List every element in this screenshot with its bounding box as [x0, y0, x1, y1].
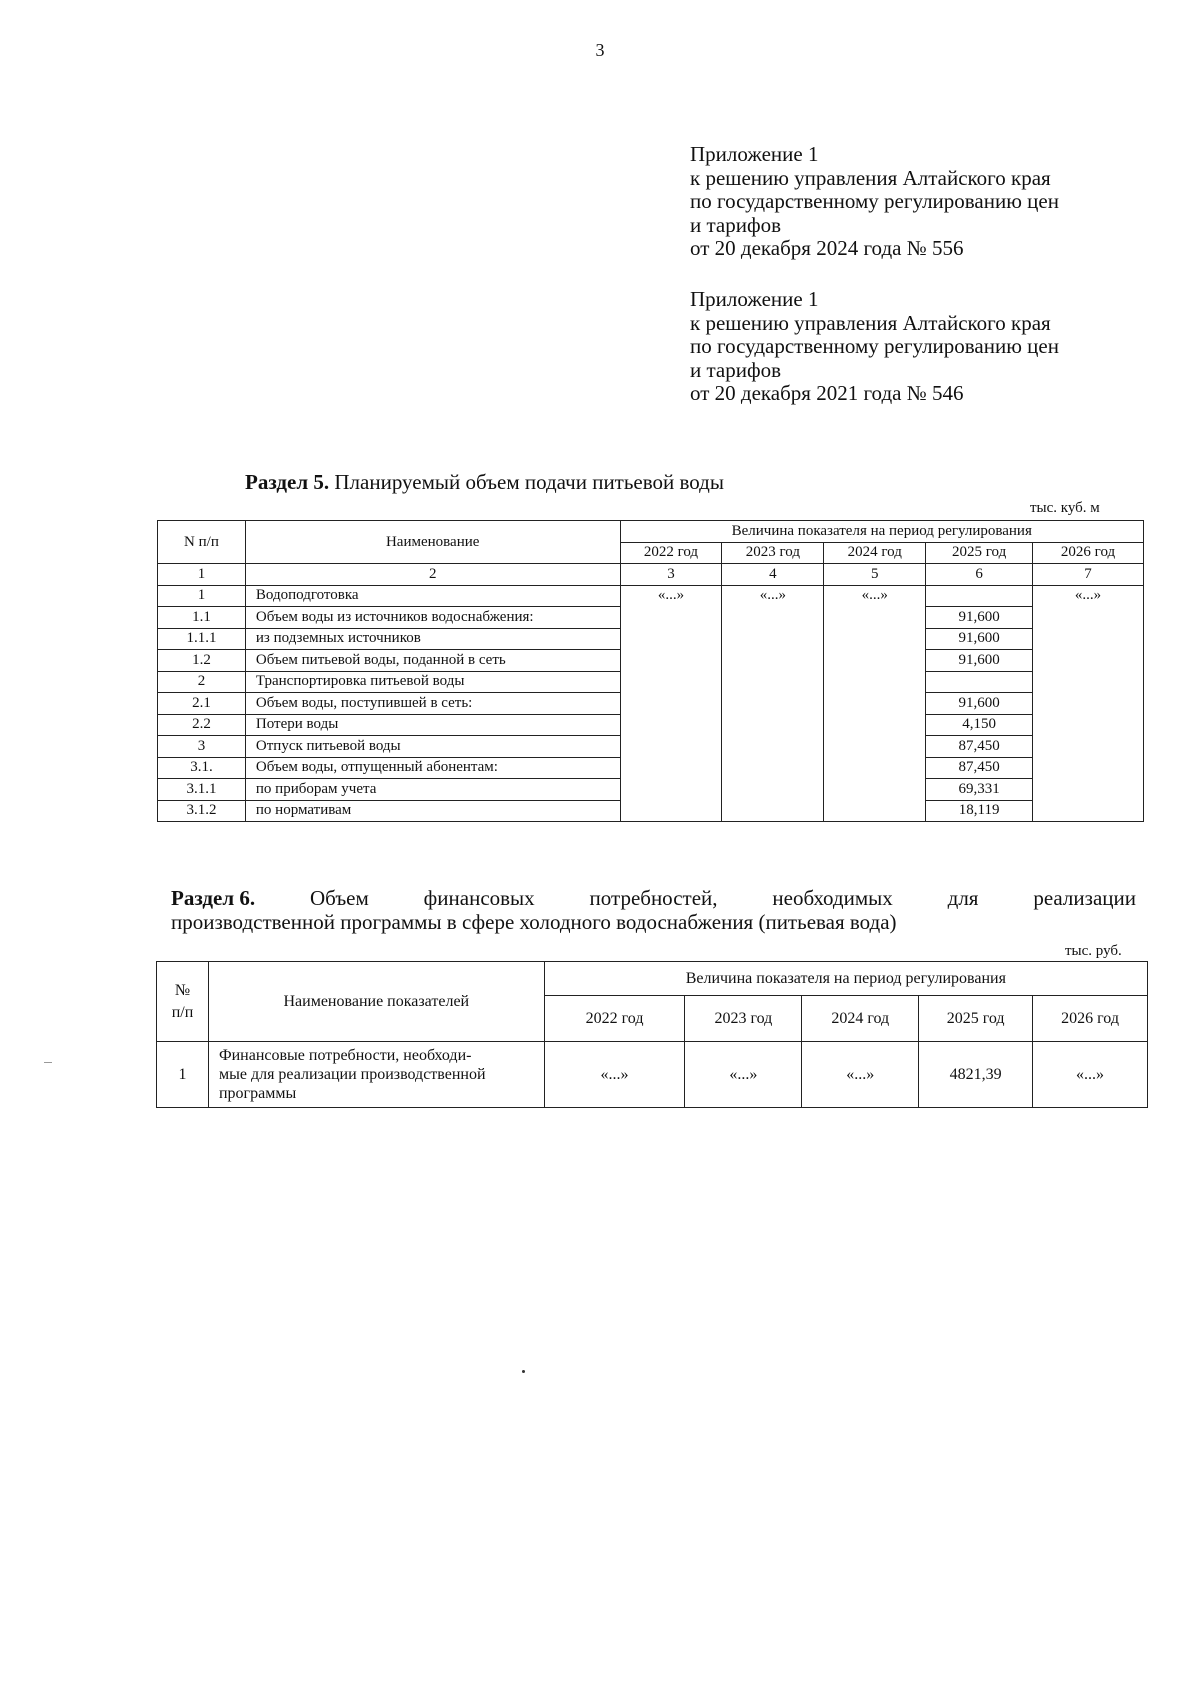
row-num: 1.1: [158, 607, 246, 629]
scan-speck: [522, 1370, 525, 1373]
row-num: 3: [158, 736, 246, 758]
row-value-2025: [926, 585, 1033, 607]
title-word: реализации: [1033, 886, 1136, 910]
section5-title-rest: Планируемый объем подачи питьевой воды: [334, 470, 724, 494]
section6-unit: тыс. руб.: [1065, 943, 1122, 959]
appendix-line: и тарифов: [690, 212, 782, 237]
title-word: необходимых: [772, 886, 893, 910]
appendix-line: от 20 декабря 2024 года № 556: [690, 236, 964, 260]
row-num: 2: [158, 671, 246, 693]
header-group: Величина показателя на период регулирования: [544, 962, 1147, 996]
row-name: Отпуск питьевой воды: [245, 736, 620, 758]
row-num: 1.2: [158, 650, 246, 672]
column-number: 6: [926, 564, 1033, 586]
margin-mark: [44, 1062, 52, 1063]
row-num: 2.1: [158, 693, 246, 715]
column-number: 7: [1033, 564, 1144, 586]
header-year: 2025 год: [926, 542, 1033, 564]
row-value-2023: «...»: [722, 585, 824, 822]
row-value-2025: 87,450: [926, 757, 1033, 779]
header-year: 2024 год: [802, 996, 919, 1042]
row-value-2022: «...»: [620, 585, 722, 822]
row-name-line: программы: [218, 1085, 297, 1102]
row-value-2026: «...»: [1033, 585, 1144, 822]
section5-title-bold: Раздел 5.: [245, 470, 330, 494]
row-num: 3.1.1: [158, 779, 246, 801]
section5-table: [157, 520, 1144, 822]
appendix-line: к решению управления Алтайского края: [690, 310, 1051, 335]
row-value-2023: «...»: [685, 1042, 802, 1108]
row-name: по нормативам: [245, 800, 620, 822]
row-name: из подземных источников: [245, 628, 620, 650]
section5-unit: тыс. куб. м: [1030, 500, 1100, 516]
column-number: 3: [620, 564, 722, 586]
header-year: 2024 год: [824, 542, 926, 564]
header-year: 2026 год: [1033, 542, 1144, 564]
table-row: [157, 1042, 1148, 1108]
row-name: Транспортировка питьевой воды: [245, 671, 620, 693]
header-name: Наименование: [245, 521, 620, 564]
page-number: 3: [595, 40, 605, 60]
appendix-line: по государственному регулированию цен: [690, 189, 1059, 213]
section6-title: [171, 886, 1136, 934]
row-name: Водоподготовка: [245, 585, 620, 607]
header-year: 2026 год: [1033, 996, 1148, 1042]
section6-table: [156, 961, 1148, 1108]
header-year: 2022 год: [544, 996, 685, 1042]
header-year: 2023 год: [722, 542, 824, 564]
row-name-line: мые для реализации производственной: [218, 1066, 486, 1083]
header-num-label: № п/п: [171, 981, 194, 1021]
row-num: 1: [158, 585, 246, 607]
row-value-2024: «...»: [824, 585, 926, 822]
row-num: 3.1.2: [158, 800, 246, 822]
row-name: Объем воды, поступившей в сеть:: [245, 693, 620, 715]
appendix-line: и тарифов: [690, 357, 782, 382]
row-value-2025: 87,450: [926, 736, 1033, 758]
row-name: Объем воды, отпущенный абонентам:: [245, 757, 620, 779]
title-word: финансовых: [423, 886, 535, 910]
row-name: Потери воды: [245, 714, 620, 736]
header-num: N п/п: [158, 521, 246, 564]
header-name: Наименование показателей: [208, 962, 544, 1042]
row-value-2024: «...»: [802, 1042, 919, 1108]
title-word: для: [947, 886, 979, 910]
section6-title-bold: Раздел 6.: [171, 886, 256, 910]
section5-title: [245, 470, 724, 495]
row-value-2025: [926, 671, 1033, 693]
row-name: по приборам учета: [245, 779, 620, 801]
row-value-2025: 69,331: [926, 779, 1033, 801]
appendix-line: Приложение 1: [690, 287, 819, 311]
header-year: 2022 год: [620, 542, 722, 564]
row-name-line: Финансовые потребности, необходи-: [218, 1047, 472, 1064]
header-num: [157, 962, 209, 1042]
section6-title-line2: производственной программы в сфере холодного водоснабжения (питьевая вода): [171, 910, 897, 934]
row-value-2026: «...»: [1033, 1042, 1148, 1108]
row-num: 3.1.: [158, 757, 246, 779]
column-number: 4: [722, 564, 824, 586]
title-word: потребностей,: [589, 886, 718, 910]
row-num: 1.1.1: [158, 628, 246, 650]
row-value-2025: 91,600: [926, 693, 1033, 715]
appendix-header-current: [690, 143, 1059, 261]
row-value-2025: 91,600: [926, 607, 1033, 629]
header-year: 2025 год: [919, 996, 1033, 1042]
header-group: Величина показателя на период регулирования: [620, 521, 1144, 543]
column-number: 1: [158, 564, 246, 586]
title-word: Объем: [310, 886, 369, 910]
row-value-2025: 18,119: [926, 800, 1033, 822]
row-value-2025: 91,600: [926, 650, 1033, 672]
row-value-2025: 91,600: [926, 628, 1033, 650]
row-value-2022: «...»: [544, 1042, 685, 1108]
appendix-line: от 20 декабря 2021 года № 546: [690, 381, 964, 405]
row-name: [208, 1042, 544, 1108]
appendix-header-previous: [690, 288, 1059, 406]
row-num: 1: [157, 1042, 209, 1108]
column-number: 2: [245, 564, 620, 586]
column-number: 5: [824, 564, 926, 586]
appendix-line: к решению управления Алтайского края: [690, 165, 1051, 190]
section5-table-body: [158, 585, 1144, 822]
appendix-line: Приложение 1: [690, 142, 819, 166]
row-value-2025: 4821,39: [919, 1042, 1033, 1108]
appendix-line: по государственному регулированию цен: [690, 334, 1059, 358]
row-num: 2.2: [158, 714, 246, 736]
table-row: [158, 585, 1144, 607]
row-value-2025: 4,150: [926, 714, 1033, 736]
section6-title-line1: [171, 886, 1136, 910]
row-name: Объем питьевой воды, поданной в сеть: [245, 650, 620, 672]
header-year: 2023 год: [685, 996, 802, 1042]
row-name: Объем воды из источников водоснабжения:: [245, 607, 620, 629]
